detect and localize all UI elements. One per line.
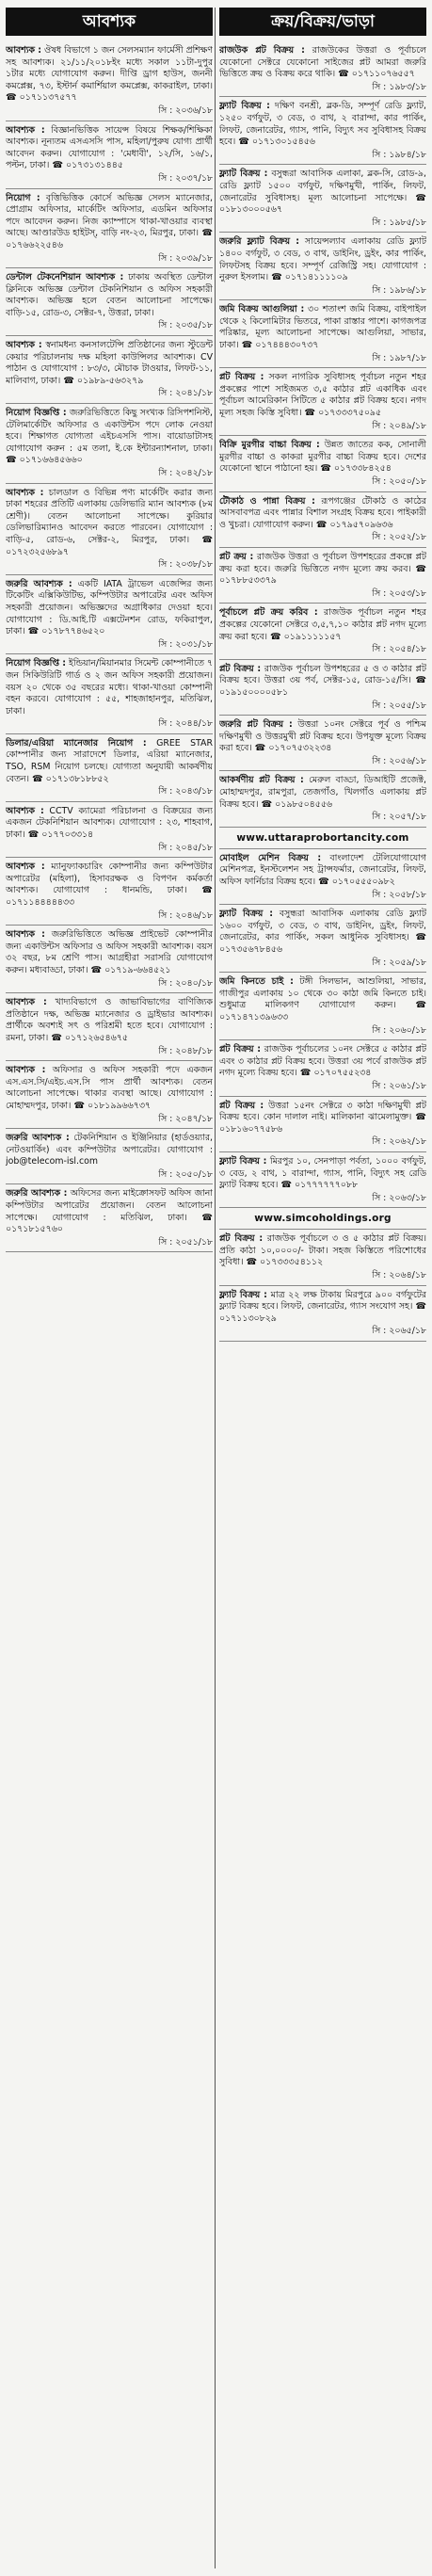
ad-text [6, 1188, 213, 1235]
ad-text [219, 719, 426, 755]
classified-ad [219, 1040, 426, 1096]
ad-code: সি : ২০৩৬/১৮ [158, 105, 213, 116]
left-ad-list [6, 41, 213, 1252]
ad-code: সি : ২০৪৩/১৮ [158, 786, 213, 797]
classified-ad [6, 484, 213, 575]
classified-ad [219, 771, 426, 827]
ad-code: সি : ২০৫৭/১৮ [372, 812, 426, 823]
ad-lead: জমি কিনতে চাই : [219, 976, 294, 988]
classified-ad [6, 858, 213, 926]
ad-text [6, 929, 213, 976]
ad-body: উত্তরা ১৫নং সেক্টরে ৩ কাঠা দক্ষিণমুখী প্লট বিক্রয় হবে। কোন দালাল নাই। মালিকানা ঝামেলামুক্ত। ☎ ০১৮১৬০৭৭৫৮৬ [219, 1100, 426, 1135]
ad-lead: প্লট বিক্রয় : [219, 1233, 264, 1245]
ad-lead: আবশ্যক : [6, 487, 44, 498]
ad-text [6, 738, 213, 785]
classified-ad [219, 165, 426, 233]
ad-lead: আবশ্যক : [6, 861, 45, 873]
ad-body: রাজউক উত্তরা ও পূর্বাচল উপশহরের প্রকল্পে প্লট ক্রয় করা হবে। জরুরি ভিত্তিতে নগদ মূল্যে ক্রয় করব। ☎ ০১৭৮৮৫৩৩৭৯ [219, 551, 426, 587]
ad-code: সি : ২০৪৯/১৮ [372, 420, 426, 431]
ad-lead: আবশ্যক : [6, 124, 45, 136]
classified-ad [6, 654, 213, 734]
ad-text [6, 272, 213, 319]
ad-lead: ডেন্টাল টেকনেশিয়ান আবশ্যক : [6, 272, 124, 283]
classified-ad [6, 993, 213, 1061]
classified-ad [219, 604, 426, 659]
ad-body: মেরুল বাড্ডা, ডিআইটি প্রজেক্ট, মোহাম্মদপুর, রামপুরা, তেজগাঁও, খিলগাঁও এলাকায় প্লট বিক্রয় হবে। ☎ ০১৯৮৫০৪৫৫৬ [219, 775, 426, 810]
ad-body: মাত্র ২২ লক্ষ টাকায় মিরপুরে ৯০০ বর্গফুটের ফ্ল্যাট বিক্রয় হবে। লিফট, জেনারেটর, গ্যাস সংযোগ সহ। ☎ ০১৭১১৩০৮২৯ [219, 1289, 426, 1324]
classified-ad [219, 436, 426, 491]
ad-code: সি : ২০৩৫/১৮ [158, 320, 213, 331]
ad-lead: বিক্রি মুরগীর বাচ্চা বিক্রয় : [219, 440, 320, 451]
ad-text [219, 607, 426, 643]
ad-text [219, 1290, 426, 1326]
ad-body: টেকনিশিয়ান ও ইঞ্জিনিয়ার (হার্ডওয়্যার, নেটওয়ার্কিং) এবং কম্পিউটার অপারেটর। যোগাযোগ : job@telecom-isl.com [6, 1133, 213, 1167]
ad-code: সি : ২০৩৮/১৮ [158, 559, 213, 571]
ad-lead: প্লট ক্রয় : [219, 551, 254, 562]
ad-text [219, 236, 426, 283]
ad-text [6, 997, 213, 1044]
ad-code: সি : ২০৫১/১৮ [158, 1236, 213, 1248]
left-column [6, 8, 213, 2568]
ad-body: খাদ্যবিভাগে ও জাভাবিভাগের বাণিজ্যিক প্রতিষ্ঠানে দক্ষ, অভিজ্ঞ ম্যানেজার ও ড্রাইভার আবশ্যক। প্রার্থীকে অবশ্যই সৎ ও পরিশ্রমী হতে হবে। যোগাযোগ : রমনা, ঢাকা। ☎ ০১৭১২৬৫৪৬৭৫ [6, 997, 213, 1043]
ad-text [219, 372, 426, 419]
ad-text [6, 488, 213, 559]
ad-body: চালডাল ও বিভিন্ন পণ্য মার্কেটিং করার জন্য ঢাকা শহরের প্রতিটি এলাকায় ডেলিভারি ম্যান আবশ্যক (৮ম শ্রেণী)। বেতন আলোচনা সাপেক্ষে। কুরিয়ার ডেলিভারিম্যানও আবেদন করতে পারবেন। যোগাযোগ : বাড়ি-৫, রোড-৬, সেক্টর-২, মিরপুর, ঢাকা। ☎ ০১৭২৩২৫৬৮৯৭ [6, 487, 213, 557]
ad-body: ৩০ শতাংশ জমি বিক্রয়, বাইপাইল থেকে ২ কিলোমিটার ভিতরে, পাকা রাস্তার পাশে। কাগজপত্র পরিষ্কার, মূল্য আলোচনা সাপেক্ষে। আগুলিয়া, সাভার, ঢাকা। ☎ ০১৭৪৪৪৩০৭৩৭ [219, 304, 426, 351]
ad-lead: পূর্বাচলে প্লট ক্রয় করিব : [219, 607, 318, 619]
right-column [219, 8, 426, 2568]
ad-body: অফিসার ও অফিস সহকারী পদে একজন এস.এস.সি/এইচ.এস.সি পাস প্রার্থী আবশ্যক। বেতন আলোচনা সাপেক্ষে। থাকার ব্যবস্থা আছে। যোগাযোগ : মোহাম্মদপুর, ঢাকা। ☎ ০১৮১৯৯৬৬৭৩৭ [6, 1065, 213, 1111]
ad-text [6, 579, 213, 638]
ad-body: ইন্ডিয়ান/মিয়ানমার সিমেন্ট কোম্পানীতে ৭ জন সিকিউরিটি গার্ড ও ২ জন অফিস সহকারী প্রয়োজন। বয়স ২০ থেকে ৩৫ বছরের মধ্যে। থাকা-খাওয়া কোম্পানী বহন করবে। যোগাযোগ : ৫৫, শাহজাহানপুর, মতিঝিল, ঢাকা। [6, 658, 213, 716]
classified-ad [6, 41, 213, 121]
classified-ad [6, 121, 213, 189]
ad-lead: আকর্ষণীয় প্লট বিক্রয় : [219, 775, 304, 786]
ad-code: সি : ২০৪১/১৮ [158, 388, 213, 399]
classified-ad [6, 404, 213, 484]
classified-ad [6, 1061, 213, 1129]
ad-body: রাজউকের উত্তরা ও পূর্বাচলে যেকোনো সেক্টরে যেকোনো সাইজের প্লট আমরা জরুরি ভিত্তিতে ক্রয় ও বিক্রয় করে থাকি। ☎ ০১৭১১০৭৬৫৫৭ [219, 45, 426, 80]
classified-ad [6, 189, 213, 269]
ad-code: সি : ২০৩৯/১৮ [158, 252, 213, 264]
ad-body: একটি IATA ট্রাভেল এজেন্সির জন্য টিকেটিং এক্সিকিউটিভ, কম্পিউটার অপারেটর এবং অফিস সহকারী প্রয়োজন। অভিজ্ঞদের অগ্রাধিকার দেওয়া হবে। যোগাযোগ : ডি.আই.টি এক্সটেনশন রোড, ফকিরাপুল, ঢাকা। ☎ ০১৭৮৭৭৪৬৫২০ [6, 578, 213, 637]
ad-text [6, 408, 213, 467]
ad-code: সি : ২০৫৫/১৮ [372, 700, 426, 711]
ad-lead: আবশ্যক : [6, 1065, 46, 1076]
classified-ad [219, 716, 426, 771]
ad-body: বিজ্ঞানভিত্তিক সায়েন্স বিষয়ে শিক্ষক/শিক্ষিকা আবশ্যক। নূন্যতম এসএসসি পাস, মহিলা/পুরুষ যোগ্য প্রার্থী আবেদন করুন। যোগাযোগ : 'মেধাবী', ১২/সি, ১৬/১, পল্টন, ঢাকা। ☎ ০১৭৩১৩১৪৪৫ [6, 124, 213, 171]
ad-text [219, 304, 426, 351]
ad-lead: ফ্ল্যাট বিক্রয় : [219, 1289, 267, 1300]
ad-code: সি : ১৯৮৪/১৮ [372, 149, 426, 160]
ad-lead: টৌকাঠ ও পান্না বিক্রয় : [219, 495, 315, 507]
ad-lead: নিয়োগ : [6, 192, 40, 203]
ad-text [219, 1101, 426, 1136]
ad-code: সি : ২০৫৮/১৮ [372, 889, 426, 900]
right-section-header: ক্রয়/বিক্রয়/ভাড়া [219, 8, 426, 36]
ad-body: CCTV ক্যামেরা পরিচালনা ও বিক্রয়ের জন্য একজন টেকনিশিয়ান আবশ্যক। যোগাযোগ : ২৩, শাহবাগ, ঢাকা। ☎ ০১৭৭০৩৩১৪ [6, 805, 213, 841]
classified-ad [219, 973, 426, 1040]
ad-body: দক্ষিণ বনশ্রী, ব্লক-ডি, সম্পূর্ণ রেডি ফ্ল্যাট, ১২৫০ বর্গফুট, ৩ বেড, ৩ বাথ, ২ বারান্দা, কার পার্কিং, লিফট, জেনারেটর, গ্যাস, পানি, বিদ্যুৎ সব সুবিধাসহ বিক্রয় হবে। ☎ ০১৭১৩০১৫৪৫৬ [219, 101, 426, 148]
right-ad-list [219, 41, 426, 1342]
ad-code: সি : ২০৬১/১৮ [372, 1080, 426, 1091]
classified-ad [219, 1230, 426, 1285]
ad-code: সি : ২০৪৬/১৮ [158, 910, 213, 921]
ad-code: সি : ১৯৮৬/১৮ [372, 284, 426, 296]
ad-text [219, 976, 426, 1023]
ad-text [6, 806, 213, 842]
ad-code: সি : ১৯৮৭/১৮ [372, 352, 426, 363]
ad-body: উন্নত জাতের কক, সোনালী মুরগীর বাচ্চা ও কাকরা মুরগীর বাচ্চা বিক্রয় হবে। দেশের যেকোনো স্থানে পাঠানো হয়। ☎ ০১৭৩৩৮৪২৫৪ [219, 440, 426, 475]
ad-body: অফিসের জন্য মাইক্রোসফট অফিস জানা কম্পিউটার অপারেটর প্রয়োজন। বেতন আলোচনা সাপেক্ষে। যোগাযোগ : মতিঝিল, ঢাকা। ☎ ০১৭১৮১৫৭৬০ [6, 1188, 213, 1235]
classified-ad [219, 368, 426, 436]
ad-lead: আবশ্যক : [6, 340, 42, 351]
classified-ad [219, 97, 426, 165]
ad-text [6, 658, 213, 717]
ad-lead: জরুরি ফ্ল্যাট বিক্রয় : [219, 236, 299, 248]
ad-code: সি : ২০৪২/১৮ [158, 468, 213, 478]
ad-lead: জরুরি প্লট বিক্রয় : [219, 719, 293, 731]
ad-code: সি : ২০৫৪/১৮ [372, 644, 426, 655]
ad-code: সি : ২০৫৬/১৮ [372, 755, 426, 766]
ad-body: জরুরিভিত্তিতে অভিজ্ঞ প্রাইভেট কোম্পানীর জন্য একাউন্টস অফিসার ও অফিস সহকারী আবশ্যক। বয়স ৩২ বছর, ৮ম শ্রেণি পাস। আগ্রহীরা সরাসরি যোগাযোগ করুন। মধ্যবাড্ডা, ঢাকা। ☎ ০১৭১৯-৬৬৪৫২১ [6, 929, 213, 975]
ad-lead: ডিলার/এরিয়া ম্যানেজার নিয়োগ : [6, 737, 147, 749]
left-section-header: আবশ্যক [6, 8, 213, 36]
ad-lead: জমি বিক্রয় আগুলিয়া : [219, 304, 305, 315]
classified-ad [6, 734, 213, 802]
ad-text [219, 909, 426, 956]
classified-ad [219, 41, 426, 97]
ad-text [6, 1065, 213, 1112]
ad-body: মিরপুর ১০, সেনপাড়া পর্বতা, ১০০০ বর্গফুট, ৩ বেড, ২ বাথ, ১ বারান্দা, গ্যাস, পানি, বিদ্যুৎ সহ রেডি ফ্ল্যাট বিক্রয় হবে। ☎ ০১৭৭৭৭৭৭০৮৮ [219, 1155, 426, 1191]
ad-lead: ফ্ল্যাট বিক্রয় : [219, 1155, 267, 1167]
ad-text [219, 1044, 426, 1080]
ad-body: উত্তরা ১০নং সেক্টরে পূর্ব ও পশ্চিম দক্ষিণমুখী ও উত্তরমুখী প্লট বিক্রয় হবে। উপযুক্ত মূল্যে বিক্রয় করা হবে। ☎ ০১৭০৭৫৩২২৩৪ [219, 719, 426, 754]
classified-ad [219, 492, 426, 548]
ad-text [6, 861, 213, 909]
classified-ad [6, 268, 213, 336]
ad-lead: মোবাইল মেশিন বিক্রয় : [219, 852, 322, 863]
ad-lead: প্লট বিক্রয় : [219, 372, 264, 383]
ad-text [6, 193, 213, 252]
classified-ad [219, 905, 426, 973]
ad-code: সি : ২০৪০/১৮ [158, 977, 213, 989]
website-url[interactable]: www.simcoholdings.org [219, 1208, 426, 1230]
classified-ad [219, 548, 426, 604]
ad-lead: ফ্ল্যাট বিক্রয় : [219, 101, 270, 112]
ad-lead: আবশ্যক : [6, 997, 47, 1008]
column-divider [215, 8, 216, 2568]
ad-text [219, 1233, 426, 1269]
ad-body: GREE STAR কোম্পানীর জন্য সারাদেশে ডিলার, এরিয়া ম্যানেজার, TSO, RSM নিয়োগ চলছে। যোগ্যতা অনুযায়ী আকর্ষণীয় বেতন। ☎ ০১৭১৩৮১৮৮৫২ [6, 737, 213, 784]
ad-body: ম্যানুফ্যাকচারিং কোম্পানীর জন্য কম্পিউটার অপারেটর (মহিলা), হিসাবরক্ষক ও বিপণন কর্মকর্তা আবশ্যক। যোগাযোগ : ধানমন্ডি, ঢাকা। ☎ ০১৭১১৪৪৪৪৪৩৩ [6, 861, 213, 908]
ad-text [219, 775, 426, 811]
ad-body: স্বনামধন্য কনসালটেন্সি প্রতিষ্ঠানের জন্য স্টুডেন্ট কেয়ার পরিচালনায় দক্ষ মহিলা কাউন্সিলর আবশ্যক। CV পাঠান ও যোগাযোগ : ৮৩/৩, মৌচাক টাওয়ার, লিফট-১১, মালিবাগ, ঢাকা। ☎ ০১৯৮৯-৫৬৩২৭৯ [6, 340, 213, 386]
ad-body: বাংলাদেশ টেলিযোগাযোগ মেশিনপত্র, ইনস্টলেশন সহ ট্রান্সফর্মার, জেনারেটর, লিফট, অফিস ফার্নিচার বিক্রয় হবে। ☎ ০১৭০৫৫৫০৯৮২ [219, 852, 426, 888]
ad-text [6, 45, 213, 105]
ad-lead: আবশ্যক : [6, 805, 44, 816]
ad-lead: জরুরি আবশ্যক : [6, 1133, 70, 1144]
ad-text [219, 440, 426, 475]
ad-body: টঙ্গী সিলভান, আশুলিয়া, সাভার, গাজীপুর এলাকায় ১০ থেকে ৩০ কাঠা জমি কিনতে চাই। শুধুমাত্র মালিকগণ যোগাযোগ করুন। ☎ ০১৭১৪৭১৩৯৬৩৩ [219, 976, 426, 1022]
ad-text [219, 169, 426, 216]
ad-code: সি : ২০৪৮/১৮ [158, 1045, 213, 1056]
classified-ad [219, 849, 426, 905]
ad-body: বসুন্ধরা আবাসিক এলাকায় রেডি ফ্ল্যাট ১৬০০ বর্গফুট, ৩ বেড, ৩ বাথ, ডাইনিং, ড্রইং, লিফট, জেনারেটর, কার পার্কিং, সকল আধুনিক সুবিধাসহ। ☎ ০১৭৩৫৬৭৮৪৫৬ [219, 909, 426, 955]
classified-ad [219, 660, 426, 716]
ad-code: সি : ২০৫০/১৮ [372, 476, 426, 487]
ad-lead: রাজউক প্লট বিক্রয় : [219, 45, 305, 56]
ad-text [6, 125, 213, 172]
ad-body: বৃত্তিভিত্তিক কোর্সে অভিজ্ঞ সেলস ম্যানেজার, প্রোগ্রাম অফিসার, মার্কেটিং অফিসার, এডমিন অফিসার পদে আবেদন করুন। নিজ ক্যাম্পাসে থাকা-খাওয়ার ব্যবস্থা আছে। আণ্ডারউড হাইটস্, বাড়ি নং-২৩, মিরপুর, ঢাকা। ☎ ০১৭৬৬২২৫৪৬ [6, 192, 213, 250]
ad-code: সি : ২০৫৩/১৮ [372, 588, 426, 599]
classified-ad [6, 575, 213, 655]
classified-ad [6, 1184, 213, 1252]
classified-ad [6, 1129, 213, 1184]
ad-body: রাজউক পূর্বাচলের ১০নং সেক্টরে ৫ কাঠার প্লট এবং ৩ কাঠার প্লট বিক্রয় হবে। উত্তরা ৩য় পর্বে রাজউক প্লট নগদ মূল্যে বিক্রয় হবে। ☎ ০১৭০৭৫৫২৩৪ [219, 1044, 426, 1079]
ad-code: সি : ২০৬৪/১৮ [372, 1270, 426, 1281]
ad-code: সি : ২০৫০/১৮ [158, 1168, 213, 1180]
classified-ad [219, 1097, 426, 1152]
ad-body: জরুরিভিত্তিতে কিছু সংখ্যক রিসিপশনিস্ট, টেলিমার্কেটিং অফিসার ও একাউন্টস পদে লোক নেওয়া হবে। শিক্ষাগত যোগ্যতা এইচএসসি পাস। বায়োডাটাসহ যোগাযোগ করুন : ৫ম তলা, ই.কে ইন্টারন্যাশনাল, ঢাকা। ☎ ০১৭১৬৬৪৫৬৬০ [6, 408, 213, 466]
ad-lead: প্লট বিক্রয় : [219, 1100, 264, 1111]
ad-text [219, 853, 426, 889]
ad-code: সি : ২০৫৯/১৮ [372, 957, 426, 968]
ad-text [6, 1133, 213, 1168]
ad-lead: প্লট বিক্রয় : [219, 663, 262, 674]
ad-body: সায়েন্সল্যাব এলাকায় রেডি ফ্ল্যাট ১৪০০ বর্গফুট, ৩ বেড, ৩ বাথ, ডাইনিং, ড্রইং, কার পার্কিং, লিফটসহ বিক্রয় হবে। সম্পূর্ণ রেজিস্ট্রি সহ। যোগাযোগ : নুরুল ইসলাম। ☎ ০১৭১৪১১১১০৯ [219, 236, 426, 283]
classified-ad [6, 926, 213, 993]
ad-text [219, 664, 426, 700]
ad-lead: ফ্ল্যাট বিক্রয় : [219, 169, 268, 180]
ad-text [219, 45, 426, 81]
ad-code: সি : ২০৫২/১৮ [372, 532, 426, 543]
ad-text [219, 496, 426, 532]
ad-body: রাজউক পূর্বাচল উপশহরের ৫ ও ৩ কাঠার প্লট বিক্রয় হবে। উত্তরা ৩য় পর্ব, সেক্টর-১৫, রোড-১৫/সি। ☎ ০১৯১৫০০০০৫৮১ [219, 663, 426, 698]
ad-lead: আবশ্যক : [6, 929, 45, 941]
ad-code: সি : ২০৬৩/১৮ [372, 1192, 426, 1203]
ad-body: ঢাকায় অবস্থিত ডেন্টাল ক্লিনিকে অভিজ্ঞ ডেন্টাল টেকনিশিয়ান ও অফিস সহকারী আবশ্যক। অভিজ্ঞ হলে বেতন আলোচনা সাপেক্ষে। বাড়ি-১৫, রোড-৩, সেক্টর-৭, উত্তরা, ঢাকা। [6, 272, 213, 318]
ad-body: রাজউক পূর্বাচল নতুন শহর প্রকল্পের যেকোনো সেক্টরে ৩,৫,৭,১০ কাঠার প্লট নগদ মূল্যে ক্রয় করা হবে। ☎ ০১৯১১১১১৫৭ [219, 607, 426, 642]
ad-lead: ফ্ল্যাট বিক্রয় : [219, 909, 274, 920]
ad-body: বসুন্ধরা আবাসিক এলাকা, ব্লক-সি, রোড-৯, রেডি ফ্ল্যাট ১৫০০ বর্গফুট, দক্ষিণমুখী, পার্কিং, লিফট, জেনারেটর সুবিধাসহ। মূল্য আলোচনা সাপেক্ষে। ☎ ০১৮১৩০০০৫৬৭ [219, 169, 426, 216]
ad-code: সি : ১৯৮৫/১৮ [372, 217, 426, 228]
classified-ad [219, 1286, 426, 1342]
ad-code: সি : ২০৬২/১৮ [372, 1136, 426, 1148]
ad-code: সি : ২০৪৪/১৮ [158, 718, 213, 730]
classified-ad [219, 300, 426, 368]
ad-lead: জরুরি আবশ্যক : [6, 578, 72, 589]
classified-ad [219, 1152, 426, 1208]
ad-body: রূপগঞ্জের টৌকাঠ ও কাঠের আসবাবপত্র এবং পান্নার বিশাল সংগ্রহ বিক্রয় হবে। পাইকারী ও খুচরা। যোগাযোগ করুন। ☎ ০১৭৯৫৭০৯৬৩৬ [219, 495, 426, 530]
ad-code: সি : ২০৬০/১৮ [372, 1024, 426, 1036]
ad-code: সি : ২০৬৫/১৮ [372, 1326, 426, 1337]
ad-body: ঔষধ বিভাগে ১ জন সেলসম্যান ফার্মেসী প্রশিক্ষণ সহ আবশ্যক। ২১/১১/২০১৮ইং মধ্যে সকাল ১১টা-দুপুর ১টার মধ্যে যোগাযোগ করুন। দীপ্তি ড্রাগ হাউস, জননী কমপ্লেক্স, ৭৩, ইস্টার্ন কমার্শিয়াল কমপ্লেক্স, কাকরাইল, ঢাকা। ☎ ০১৭১১৩৭৫৭৭ [6, 45, 213, 104]
ad-text [6, 340, 213, 387]
website-url[interactable]: www.uttaraprobortancity.com [219, 828, 426, 849]
ad-body: সকল নাগরিক সুবিধাসহ পূর্বাচল নতুন শহর প্রকল্পের পাশে সাইজমত ৩,৫ কাঠার প্লট একাধিক এবং পূর্বাচল আমেরিকান সিটিতে ৫ কাঠার প্লট বিক্রয় হবে। নগদ মূল্য সহজ কিস্তি সুবিধা। ☎ ০১৭৩৩৩৭৫০৯৫ [219, 372, 426, 419]
ad-code: সি : ২০৪৭/১৮ [158, 1113, 213, 1124]
ad-text [219, 1156, 426, 1192]
ad-code: সি : ১৯৮৩/১৮ [372, 81, 426, 92]
ad-lead: নিয়োগ বিজ্ঞপ্তি : [6, 408, 67, 419]
ad-code: সি : ২০৩১/১৮ [158, 638, 213, 650]
ad-text [219, 552, 426, 588]
classified-ad [6, 336, 213, 404]
ad-code: সি : ২০৪৫/১৮ [158, 842, 213, 853]
classified-ad [219, 233, 426, 300]
classified-ad [6, 802, 213, 858]
ad-body: রাজউক পূর্বাচলে ৩ ও ৫ কাঠার প্লট বিক্রয়। প্রতি কাঠা ১০,০০০০/- টাকা। সহজ কিস্তিতে পরিশোধের সুবিধা। ☎ ০১৭৩৩৩৫৪১১২ [219, 1233, 426, 1268]
ad-lead: নিয়োগ বিজ্ঞপ্তি : [6, 658, 67, 669]
ad-lead: আবশ্যক : [6, 45, 42, 56]
ad-lead: জরুরি আবশ্যক : [6, 1188, 68, 1199]
ad-lead: প্লট বিক্রয় : [219, 1044, 262, 1055]
ad-code: সি : ২০৩৭/১৮ [158, 172, 213, 184]
ad-text [219, 101, 426, 148]
